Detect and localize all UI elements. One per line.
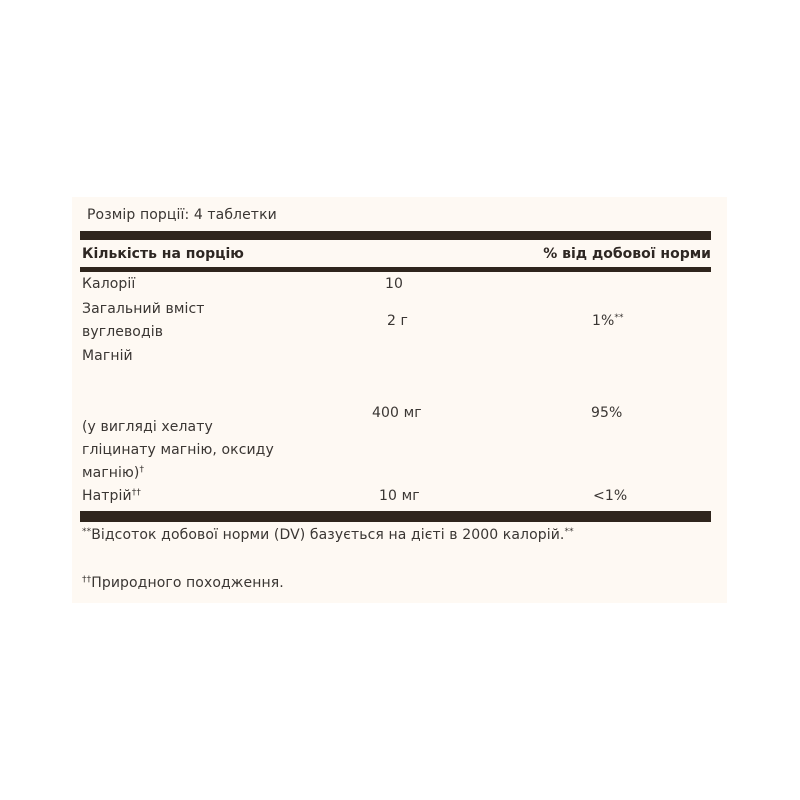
amount-per-serving-header: Кількість на порцію	[82, 246, 244, 262]
daily-value-header: % від добової норми	[543, 246, 711, 262]
row-sodium-dv: <1%	[593, 488, 628, 504]
row-magnesium-name-line4: магнію)†	[82, 465, 145, 481]
divider-thick-top	[80, 231, 711, 240]
row-magnesium-name-line1: Магній	[82, 348, 133, 364]
row-carbs-name-line1: Загальний вміст	[82, 301, 205, 317]
row-sodium-name: Натрій††	[82, 488, 141, 504]
divider-header	[80, 267, 711, 272]
row-calories-amount: 10	[385, 276, 404, 292]
divider-thick-bottom	[80, 511, 711, 522]
footnote-natural-origin: ††Природного походження.	[82, 575, 284, 591]
row-magnesium-dv: 95%	[591, 405, 623, 421]
row-magnesium-amount: 400 мг	[372, 405, 422, 421]
footnote-daily-value: **Відсоток добової норми (DV) базується на дієті в 2000 калорій.**	[82, 527, 574, 543]
serving-size: Розмір порції: 4 таблетки	[87, 207, 277, 223]
row-sodium-amount: 10 мг	[379, 488, 420, 504]
row-carbs-amount: 2 г	[387, 313, 409, 329]
row-magnesium-name-line3: гліцинату магнію, оксиду	[82, 442, 274, 458]
row-magnesium-name-line2: (у вигляді хелату	[82, 419, 213, 435]
row-calories-name: Калорії	[82, 276, 136, 292]
row-carbs-name-line2: вуглеводів	[82, 324, 164, 340]
nutrition-facts-panel	[72, 197, 727, 603]
row-carbs-dv: 1%**	[592, 313, 624, 329]
